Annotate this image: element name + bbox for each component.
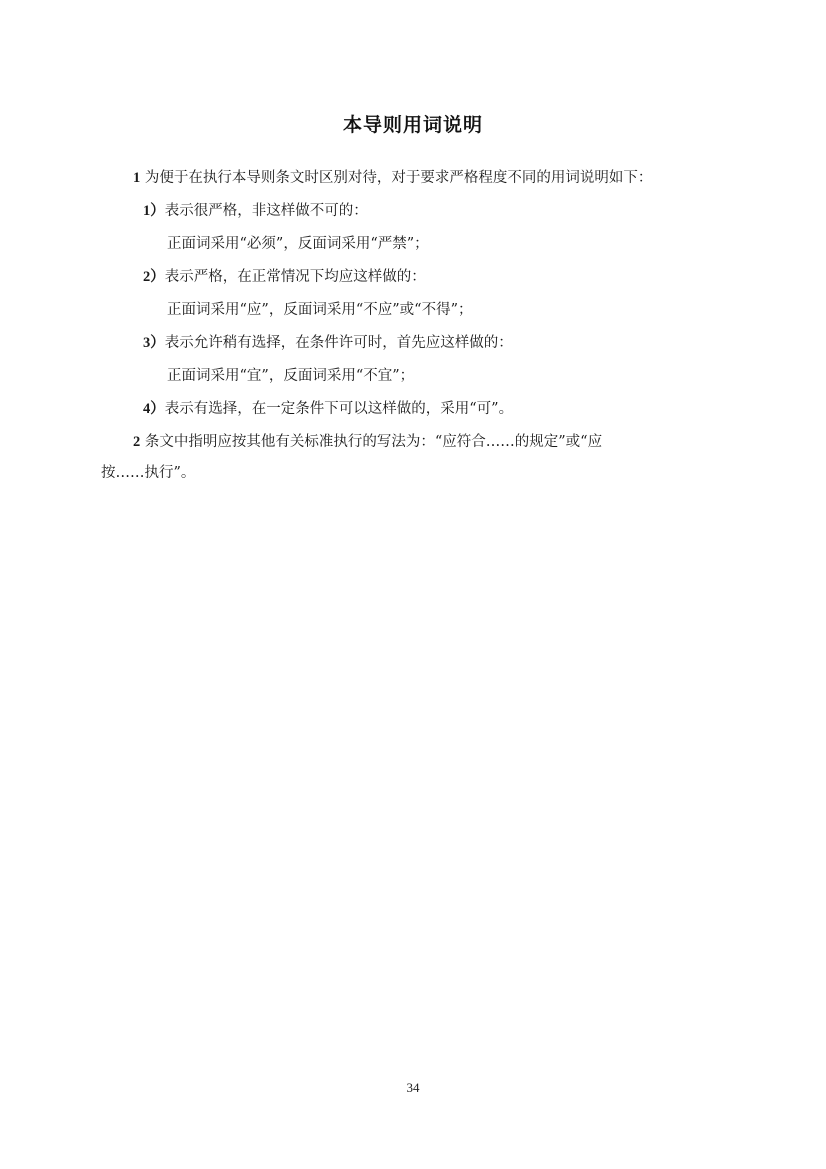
clause-text: 按……执行”。 — [101, 465, 196, 481]
clause-1 — [133, 168, 652, 188]
page-title: 本导则用词说明 — [342, 114, 483, 136]
sub-item-2 — [143, 267, 426, 287]
clause-text: 为便于在执行本导则条文时区别对待，对于要求严格程度不同的用词说明如下： — [144, 170, 653, 186]
sub-item-number: 2） — [143, 269, 165, 285]
sub-item-2-detail — [167, 300, 472, 320]
sub-item-text: 表示严格，在正常情况下均应这样做的： — [164, 269, 426, 285]
sub-item-4 — [143, 399, 513, 419]
detail-text: 正面词采用“应”，反面词采用“不应”或“不得”； — [167, 302, 473, 318]
clause-2 — [133, 432, 602, 452]
clause-2-continuation — [101, 463, 195, 483]
sub-item-1 — [143, 201, 368, 221]
sub-item-text: 表示很严格，非这样做不可的： — [164, 203, 368, 219]
sub-item-3 — [143, 333, 513, 353]
detail-text: 正面词采用“宜”，反面词采用“不宜”； — [167, 368, 415, 384]
sub-item-number: 1） — [143, 203, 165, 219]
sub-item-text: 表示有选择，在一定条件下可以这样做的，采用“可”。 — [164, 401, 514, 417]
sub-item-number: 4） — [143, 401, 165, 417]
detail-text: 正面词采用“必须”，反面词采用“严禁”； — [167, 236, 429, 252]
clause-number: 1 — [133, 170, 141, 186]
sub-item-number: 3） — [143, 335, 165, 351]
sub-item-text: 表示允许稍有选择，在条件许可时，首先应这样做的： — [164, 335, 513, 351]
clause-text: 条文中指明应按其他有关标准执行的写法为：“应符合……的规定”或“应 — [144, 434, 603, 450]
sub-item-1-detail — [167, 234, 429, 254]
page-number: 34 — [406, 1080, 420, 1095]
clause-number: 2 — [133, 434, 141, 450]
sub-item-3-detail — [167, 366, 414, 386]
